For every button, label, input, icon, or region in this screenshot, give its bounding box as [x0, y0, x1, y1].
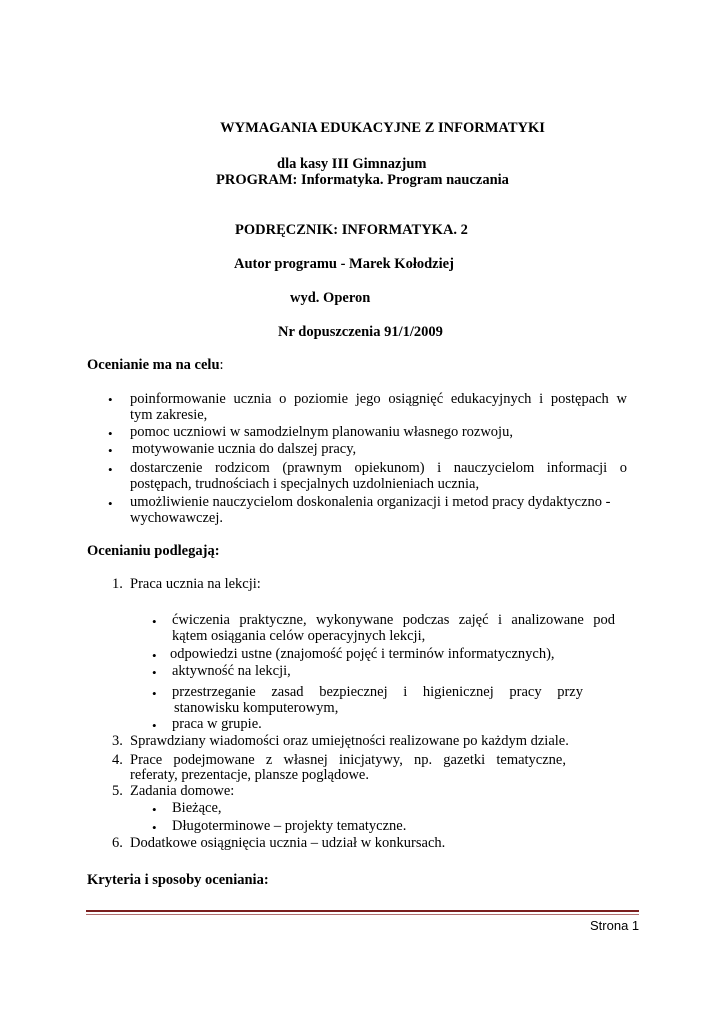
- publisher-line: wyd. Operon: [290, 290, 371, 306]
- assessed-item-1-text: Praca ucznia na lekcji:: [130, 576, 261, 592]
- goal-item-1-line2: tym zakresie,: [130, 407, 208, 423]
- bullet-icon: •: [108, 426, 113, 441]
- sub-item-2: odpowiedzi ustne (znajomość pojęć i terminów informatycznych),: [170, 646, 555, 662]
- assessed-item-4-number: 4.: [112, 752, 123, 768]
- goals-heading-text: Ocenianie ma na celu: [87, 357, 220, 373]
- bullet-icon: •: [152, 614, 157, 629]
- assessed-item-6-number: 6.: [112, 835, 123, 851]
- program-line: PROGRAM: Informatyka. Program nauczania: [216, 172, 509, 188]
- bullet-icon: •: [108, 443, 113, 458]
- assessed-item-6-text: Dodatkowe osiągnięcia ucznia – udział w konkursach.: [130, 835, 446, 851]
- bullet-icon: •: [152, 665, 157, 680]
- criteria-heading: Kryteria i sposoby oceniania:: [87, 872, 269, 888]
- bullet-icon: •: [108, 496, 113, 511]
- assessed-item-4-line2: referaty, prezentacje, plansze poglądowe.: [130, 767, 369, 783]
- goal-item-5-line1: umożliwienie nauczycielom doskonalenia organizacji i metod pracy dydaktyczno -: [130, 494, 611, 510]
- assessed-item-3-text: Sprawdziany wiadomości oraz umiejętności realizowane po każdym dziale.: [130, 733, 569, 749]
- document-title: WYMAGANIA EDUKACYJNE Z INFORMATYKI: [220, 120, 545, 136]
- bullet-icon: •: [152, 802, 157, 817]
- assessed-item-3-number: 3.: [112, 733, 123, 749]
- assessed-heading: Ocenianiu podlegają:: [87, 543, 220, 559]
- assessed-item-5-number: 5.: [112, 783, 123, 799]
- bullet-icon: •: [152, 718, 157, 733]
- goals-heading-colon: :: [219, 357, 224, 373]
- bullet-icon: •: [152, 820, 157, 835]
- sub5-item-2: Długoterminowe – projekty tematyczne.: [172, 818, 407, 834]
- goal-item-1-line1: poinformowanie ucznia o poziomie jego osiągnięć edukacyjnych i postępach w: [130, 391, 627, 407]
- goal-item-3: motywowanie ucznia do dalszej pracy,: [132, 441, 357, 457]
- goal-item-5-line2: wychowawczej.: [130, 510, 223, 526]
- sub-item-5: praca w grupie.: [172, 716, 262, 732]
- sub-item-4-line1: przestrzeganie zasad bezpiecznej i higienicznej pracy przy: [172, 684, 583, 700]
- assessed-item-5-text: Zadania domowe:: [130, 783, 235, 799]
- assessed-item-1-number: 1.: [112, 576, 123, 592]
- textbook-line: PODRĘCZNIK: INFORMATYKA. 2: [235, 222, 468, 238]
- bullet-icon: •: [108, 392, 113, 407]
- bullet-icon: •: [152, 648, 157, 663]
- class-line: dla kasy III Gimnazjum: [277, 156, 427, 172]
- goal-item-4-line1: dostarczenie rodzicom (prawnym opiekunom) i nauczycielom informacji o: [130, 460, 627, 476]
- approval-line: Nr dopuszczenia 91/1/2009: [278, 324, 443, 340]
- assessed-item-4-line1: Prace podejmowane z własnej inicjatywy, np. gazetki tematyczne,: [130, 752, 566, 768]
- page-number: Strona 1: [590, 918, 640, 933]
- sub5-item-1: Bieżące,: [172, 800, 222, 816]
- goal-item-4-line2: postępach, trudnościach i specjalnych uzdolnieniach ucznia,: [130, 476, 480, 492]
- sub-item-1-line1: ćwiczenia praktyczne, wykonywane podczas zajęć i analizowane pod: [172, 612, 615, 628]
- sub-item-4-line2: stanowisku komputerowym,: [174, 700, 339, 716]
- goal-item-2: pomoc uczniowi w samodzielnym planowaniu własnego rozwoju,: [130, 424, 513, 440]
- footer-rule-thin: [86, 914, 639, 915]
- bullet-icon: •: [152, 686, 157, 701]
- goals-heading: [87, 357, 224, 374]
- sub-item-3: aktywność na lekcji,: [172, 663, 291, 679]
- footer-rule: [86, 910, 639, 912]
- bullet-icon: •: [108, 462, 113, 477]
- sub-item-1-line2: kątem osiągania celów operacyjnych lekcji,: [172, 628, 426, 644]
- author-line: Autor programu - Marek Kołodziej: [234, 256, 454, 272]
